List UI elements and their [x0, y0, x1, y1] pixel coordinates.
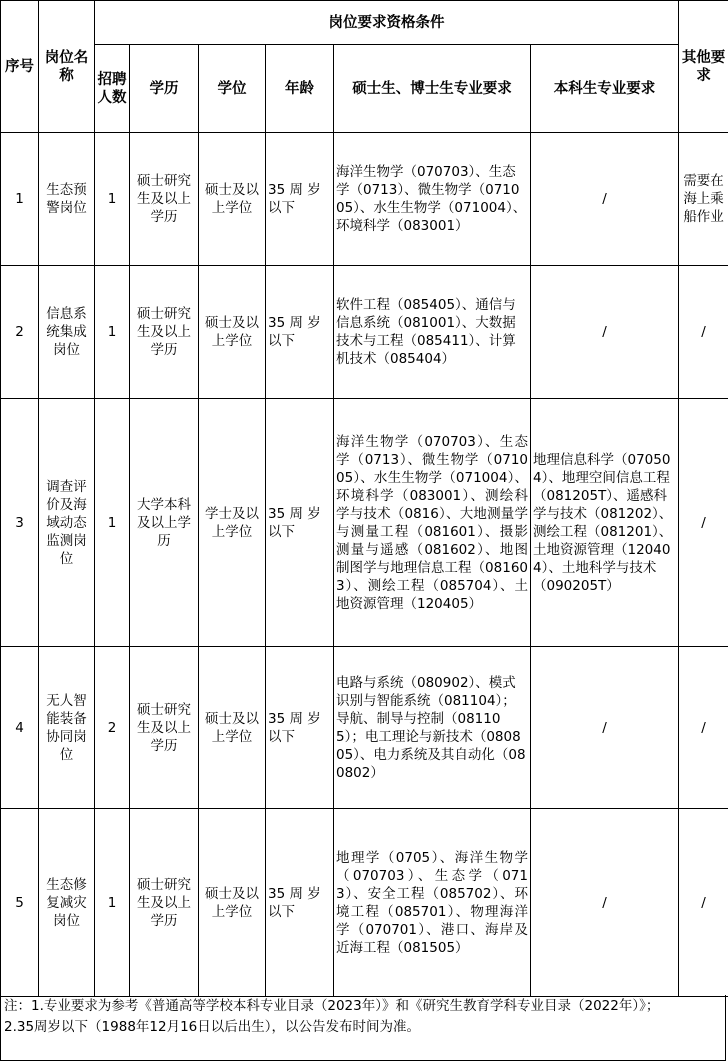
table-row: [1, 647, 728, 809]
row-degree: 硕士及以上学位: [199, 266, 266, 399]
table-row: [1, 133, 728, 266]
row-grad-major: 地理学（0705）、海洋生物学（070703）、生态学（0713）、安全工程（085702）、环境工程（085701）、物理海洋学（070701）、港口、海岸及近海工程（081505）: [334, 809, 531, 997]
row-other: /: [679, 399, 728, 647]
row-position-name: 无人智能装备协同岗位: [39, 647, 95, 809]
row-headcount: 1: [95, 266, 130, 399]
header-requirements-group: 岗位要求资格条件: [95, 1, 679, 45]
footnotes: [0, 995, 726, 1061]
row-degree: 硕士及以上学位: [199, 809, 266, 997]
row-headcount: 1: [95, 133, 130, 266]
row-other: /: [679, 647, 728, 809]
row-undergrad-major: /: [531, 809, 679, 997]
header-degree: 学位: [199, 45, 266, 133]
row-degree: 硕士及以上学位: [199, 133, 266, 266]
table-row: [1, 266, 728, 399]
row-position-name: 生态修复减灾岗位: [39, 809, 95, 997]
footnote-line-1: 注：1.专业要求为参考《普通高等学校本科专业目录（2023年）》和《研究生教育学科专业目录（2022年）》；: [4, 998, 660, 1014]
table-row: [1, 399, 728, 647]
row-age: 35 周 岁以下: [266, 266, 334, 399]
row-undergrad-major: /: [531, 266, 679, 399]
row-education: 硕士研究生及以上学历: [130, 266, 199, 399]
row-headcount: 2: [95, 647, 130, 809]
row-age: 35 周 岁以下: [266, 133, 334, 266]
row-age: 35 周 岁以下: [266, 399, 334, 647]
row-education: 硕士研究生及以上学历: [130, 809, 199, 997]
row-undergrad-major: /: [531, 133, 679, 266]
table-row: [1, 809, 728, 997]
row-degree: 学士及以上学位: [199, 399, 266, 647]
row-grad-major: 软件工程（085405）、通信与信息系统（081001）、大数据技术与工程（085411）、计算机技术（085404）: [334, 266, 531, 399]
row-index: 4: [1, 647, 39, 809]
row-education: 硕士研究生及以上学历: [130, 647, 199, 809]
header-position-name: 岗位名称: [39, 1, 95, 133]
row-age: 35 周 岁以下: [266, 809, 334, 997]
header-grad-major: 硕士生、博士生专业要求: [334, 45, 531, 133]
row-position-name: 调查评价及海域动态监测岗位: [39, 399, 95, 647]
row-other: /: [679, 266, 728, 399]
row-grad-major: 电路与系统（080902）、模式识别与智能系统（081104）；导航、制导与控制（081105）；电工理论与新技术（080805）、电力系统及其自动化（080802）: [334, 647, 531, 809]
header-headcount: 招聘人数: [95, 45, 130, 133]
row-grad-major: 海洋生物学（070703）、生态学（0713）、微生物学（071005）、水生生物学（071004）、环境科学（083001）: [334, 133, 531, 266]
header-other: 其他要求: [679, 1, 728, 133]
row-position-name: 生态预警岗位: [39, 133, 95, 266]
row-undergrad-major: /: [531, 647, 679, 809]
row-grad-major: 海洋生物学（070703）、生态学（0713）、微生物学（071005）、水生生物学（071004）、环境科学（083001）、测绘科学与技术（0816）、大地测量学与测量工程（081601）、摄影测量与遥感（081602）、地图制图学与地理信息工程（081603）、测绘工程（085704）、土地资源管理（120405）: [334, 399, 531, 647]
row-other: 需要在海上乘船作业: [679, 133, 728, 266]
row-index: 5: [1, 809, 39, 997]
header-age: 年龄: [266, 45, 334, 133]
row-index: 2: [1, 266, 39, 399]
row-degree: 硕士及以上学位: [199, 647, 266, 809]
row-age: 35 周 岁以下: [266, 647, 334, 809]
row-index: 3: [1, 399, 39, 647]
row-index: 1: [1, 133, 39, 266]
row-headcount: 1: [95, 809, 130, 997]
row-headcount: 1: [95, 399, 130, 647]
header-index: 序号: [1, 1, 39, 133]
header-undergrad-major: 本科生专业要求: [531, 45, 679, 133]
row-education: 硕士研究生及以上学历: [130, 133, 199, 266]
row-education: 大学本科及以上学历: [130, 399, 199, 647]
row-other: /: [679, 809, 728, 997]
row-position-name: 信息系统集成岗位: [39, 266, 95, 399]
row-undergrad-major: 地理信息科学（070504）、地理空间信息工程（081205T）、遥感科学与技术（081202）、测绘工程（081201）、土地资源管理（120404）、土地科学与技术（090205T）: [531, 399, 679, 647]
header-education: 学历: [130, 45, 199, 133]
footnote-line-2: 2.35周岁以下（1988年12月16日以后出生），以公告发布时间为准。: [4, 1019, 421, 1035]
